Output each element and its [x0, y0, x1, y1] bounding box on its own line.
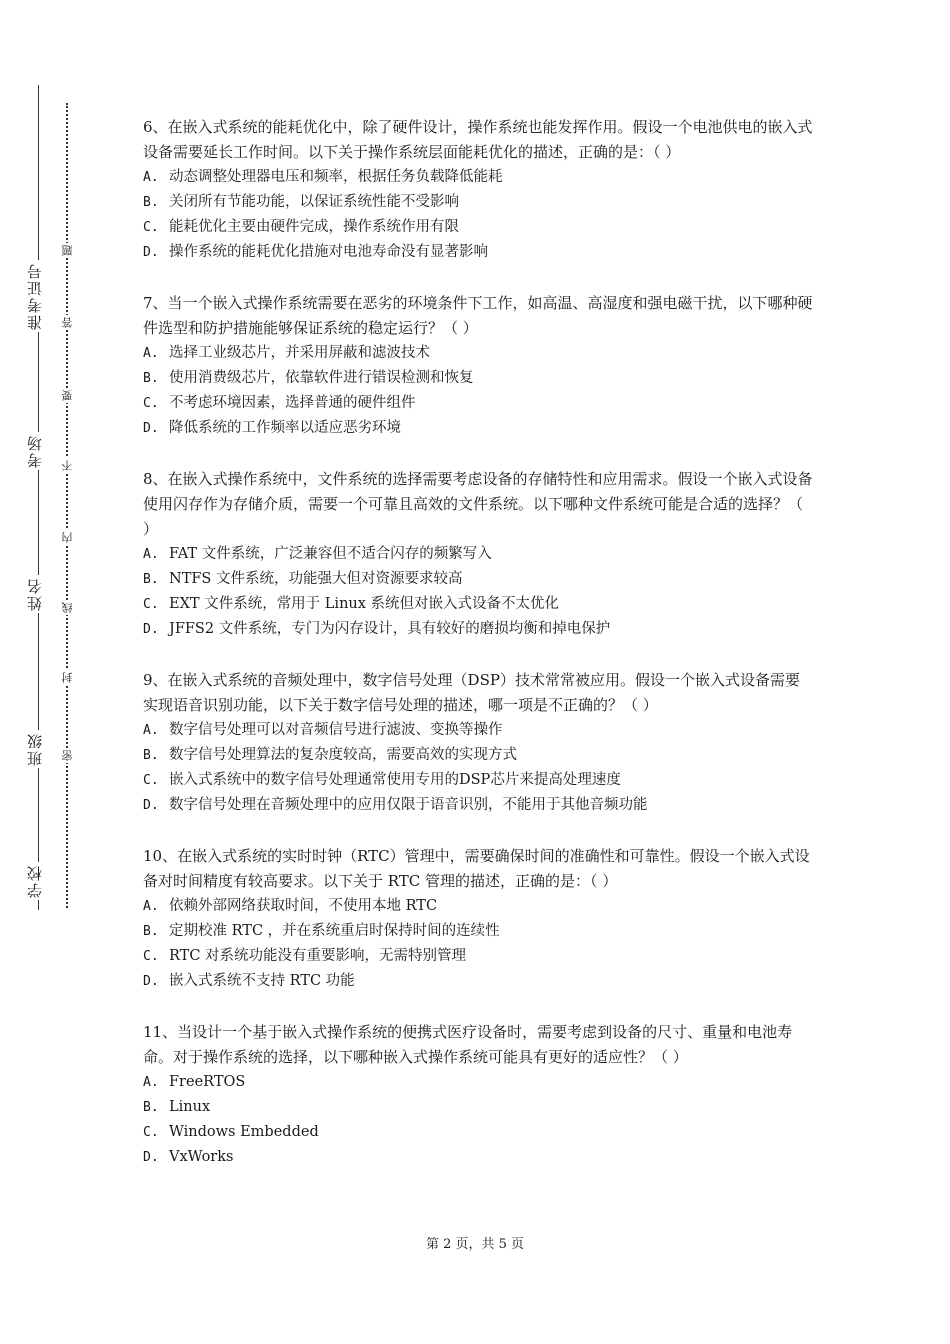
seal-dotted-line — [66, 103, 68, 908]
option-letter: A. — [143, 1075, 159, 1090]
option-text: 能耗优化主要由硬件完成，操作系统作用有限 — [169, 219, 459, 235]
question-11 — [143, 1020, 813, 1170]
seal-char: 不 — [61, 460, 74, 471]
option-text: 不考虑环境因素，选择普通的硬件组件 — [169, 395, 416, 411]
option-text: VxWorks — [169, 1149, 234, 1165]
option-a — [143, 542, 813, 567]
option-c — [143, 1120, 813, 1145]
seal-char: 密 — [61, 750, 74, 761]
option-letter: C. — [143, 773, 159, 788]
option-c — [143, 391, 813, 416]
page-number: 第 2 页，共 5 页 — [425, 1237, 525, 1252]
exam-number-label: 准考证号 — [26, 262, 44, 330]
binding-line — [38, 85, 39, 910]
option-letter: D. — [143, 1150, 159, 1165]
seal-char: 要 — [61, 390, 74, 401]
question-6 — [143, 115, 813, 265]
name-label: 姓名 — [26, 577, 44, 611]
option-text: 嵌入式系统中的数字信号处理通常使用专用的DSP芯片来提高处理速度 — [169, 772, 621, 788]
option-letter: A. — [143, 547, 159, 562]
option-letter: A. — [143, 170, 159, 185]
option-letter: B. — [143, 924, 159, 939]
question-10 — [143, 844, 813, 994]
option-letter: C. — [143, 1125, 159, 1140]
question-9 — [143, 668, 813, 818]
option-text: RTC 对系统功能没有重要影响，无需特别管理 — [169, 948, 467, 964]
option-a — [143, 894, 813, 919]
option-text: 嵌入式系统不支持 RTC 功能 — [169, 973, 355, 989]
option-b — [143, 743, 813, 768]
seal-char: 内 — [61, 532, 74, 543]
option-c — [143, 768, 813, 793]
option-text: FreeRTOS — [169, 1074, 246, 1090]
option-letter: C. — [143, 396, 159, 411]
option-text: 数字信号处理在音频处理中的应用仅限于语音识别，不能用于其他音频功能 — [169, 797, 648, 813]
option-text: 数字信号处理可以对音频信号进行滤波、变换等操作 — [169, 722, 503, 738]
option-c — [143, 215, 813, 240]
class-label: 班级 — [26, 732, 44, 766]
option-c — [143, 944, 813, 969]
option-a — [143, 1070, 813, 1095]
seal-char: 答 — [61, 317, 74, 328]
option-b — [143, 567, 813, 592]
option-a — [143, 718, 813, 743]
option-text: EXT 文件系统，常用于 Linux 系统但对嵌入式设备不太优化 — [169, 596, 560, 612]
exam-room-label: 考场 — [26, 434, 44, 468]
option-letter: C. — [143, 597, 159, 612]
option-letter: C. — [143, 220, 159, 235]
binding-margin — [0, 0, 110, 1344]
option-letter: B. — [143, 1100, 159, 1115]
seal-char: 线 — [61, 602, 74, 613]
option-text: JFFS2 文件系统，专门为闪存设计，具有较好的磨损均衡和掉电保护 — [169, 621, 611, 637]
option-d — [143, 969, 813, 994]
option-letter: D. — [143, 798, 159, 813]
option-text: 动态调整处理器电压和频率，根据任务负载降低能耗 — [169, 169, 503, 185]
question-7 — [143, 291, 813, 441]
question-list — [143, 115, 813, 1196]
option-d — [143, 1145, 813, 1170]
option-text: 使用消费级芯片，依靠软件进行错误检测和恢复 — [169, 370, 474, 386]
option-text: 操作系统的能耗优化措施对电池寿命没有显著影响 — [169, 244, 488, 260]
option-text: FAT 文件系统，广泛兼容但不适合闪存的频繁写入 — [169, 546, 492, 562]
question-stem: 10、在嵌入式系统的实时时钟（RTC）管理中，需要确保时间的准确性和可靠性。假设一个嵌入式设备对时间精度有较高要求。以下关于 RTC 管理的描述，正确的是：（ ） — [143, 847, 810, 890]
option-letter: D. — [143, 245, 159, 260]
option-letter: B. — [143, 195, 159, 210]
option-letter: A. — [143, 723, 159, 738]
option-b — [143, 366, 813, 391]
option-letter: A. — [143, 346, 159, 361]
option-c — [143, 592, 813, 617]
option-d — [143, 793, 813, 818]
option-letter: B. — [143, 371, 159, 386]
option-text: 定期校准 RTC ，并在系统重启时保持时间的连续性 — [169, 923, 500, 939]
question-stem: 6、在嵌入式系统的能耗优化中，除了硬件设计，操作系统也能发挥作用。假设一个电池供电的嵌入式设备需要延长工作时间。以下关于操作系统层面能耗优化的描述，正确的是：（ ） — [143, 118, 813, 161]
option-a — [143, 341, 813, 366]
option-b — [143, 1095, 813, 1120]
option-d — [143, 416, 813, 441]
seal-char: 题 — [61, 245, 74, 256]
option-b — [143, 190, 813, 215]
question-stem: 7、当一个嵌入式操作系统需要在恶劣的环境条件下工作，如高温、高湿度和强电磁干扰，以下哪种硬件选型和防护措施能够保证系统的稳定运行？（ ） — [143, 294, 813, 337]
question-8 — [143, 467, 813, 642]
option-letter: B. — [143, 748, 159, 763]
option-b — [143, 919, 813, 944]
option-letter: B. — [143, 572, 159, 587]
option-d — [143, 617, 813, 642]
school-label: 学校 — [26, 864, 44, 898]
option-letter: D. — [143, 622, 159, 637]
question-stem: 11、当设计一个基于嵌入式操作系统的便携式医疗设备时，需要考虑到设备的尺寸、重量和电池寿命。对于操作系统的选择，以下哪种嵌入式操作系统可能具有更好的适应性？（ ） — [143, 1023, 793, 1066]
question-stem: 9、在嵌入式系统的音频处理中，数字信号处理（DSP）技术常常被应用。假设一个嵌入式设备需要实现语音识别功能，以下关于数字信号处理的描述，哪一项是不正确的？（ ） — [143, 671, 800, 714]
option-a — [143, 165, 813, 190]
option-text: 数字信号处理算法的复杂度较高，需要高效的实现方式 — [169, 747, 517, 763]
option-letter: D. — [143, 421, 159, 436]
seal-char: 封 — [61, 672, 74, 683]
option-letter: A. — [143, 899, 159, 914]
question-stem: 8、在嵌入式操作系统中，文件系统的选择需要考虑设备的存储特性和应用需求。假设一个嵌入式设备使用闪存作为存储介质，需要一个可靠且高效的文件系统。以下哪种文件系统可能是合适的选择？（ ） — [143, 470, 813, 538]
option-text: 依赖外部网络获取时间，不使用本地 RTC — [169, 898, 438, 914]
option-text: NTFS 文件系统，功能强大但对资源要求较高 — [169, 571, 463, 587]
option-text: 关闭所有节能功能，以保证系统性能不受影响 — [169, 194, 459, 210]
option-text: Windows Embedded — [169, 1124, 319, 1140]
option-letter: D. — [143, 974, 159, 989]
option-letter: C. — [143, 949, 159, 964]
option-d — [143, 240, 813, 265]
option-text: 降低系统的工作频率以适应恶劣环境 — [169, 420, 401, 436]
option-text: Linux — [169, 1099, 211, 1115]
option-text: 选择工业级芯片，并采用屏蔽和滤波技术 — [169, 345, 430, 361]
